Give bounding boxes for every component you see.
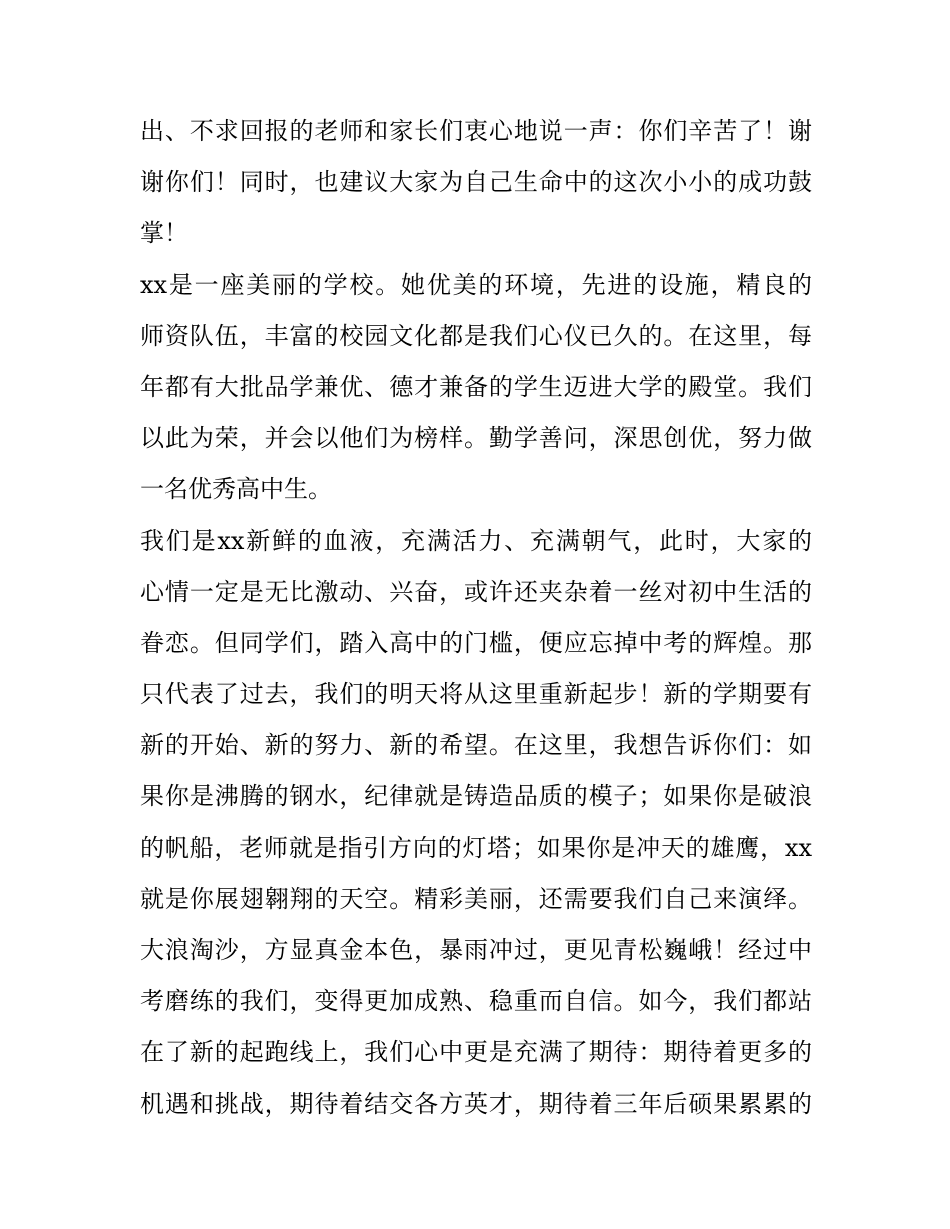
text-line: 就是你展翅翱翔的天空。精彩美丽，还需要我们自己来演绎。	[140, 884, 812, 913]
text-line: 一名优秀高中生。	[140, 475, 332, 504]
text-line: 以此为荣，并会以他们为榜样。勤学善问，深思创优，努力做	[140, 424, 812, 453]
text-line: 谢你们！同时，也建议大家为自己生命中的这次小小的成功鼓	[140, 168, 812, 197]
text-line: 在了新的起跑线上，我们心中更是充满了期待：期待着更多的	[140, 1038, 812, 1067]
text-line: 出、不求回报的老师和家长们衷心地说一声：你们辛苦了！谢	[140, 117, 812, 145]
text-line: 眷恋。但同学们，踏入高中的门槛，便应忘掉中考的辉煌。那	[140, 628, 812, 657]
text-line: 师资队伍，丰富的校园文化都是我们心仪已久的。在这里，每	[140, 321, 812, 350]
text-line: 年都有大批品学兼优、德才兼备的学生迈进大学的殿堂。我们	[140, 372, 812, 401]
text-line: 大浪淘沙，方显真金本色，暴雨冲过，更见青松巍峨！经过中	[140, 936, 812, 964]
text-line: 掌！	[140, 219, 188, 248]
text-line: 的帆船，老师就是指引方向的灯塔；如果你是冲天的雄鹰，xx	[140, 833, 812, 862]
text-line: xx是一座美丽的学校。她优美的环境，先进的设施，精良的	[140, 270, 812, 299]
text-line: 新的开始、新的努力、新的希望。在这里，我想告诉你们：如	[140, 731, 812, 760]
text-line: 心情一定是无比激动、兴奋，或许还夹杂着一丝对初中生活的	[140, 577, 812, 606]
text-line: 机遇和挑战，期待着结交各方英才，期待着三年后硕果累累的	[140, 1089, 812, 1118]
text-line: 只代表了过去，我们的明天将从这里重新起步！新的学期要有	[140, 680, 812, 709]
text-line: 果你是沸腾的钢水，纪律就是铸造品质的模子；如果你是破浪	[140, 782, 812, 811]
text-line: 我们是xx新鲜的血液，充满活力、充满朝气，此时，大家的	[140, 526, 812, 555]
text-line: 考磨练的我们，变得更加成熟、稳重而自信。如今，我们都站	[140, 987, 812, 1016]
body-text	[140, 106, 812, 1130]
